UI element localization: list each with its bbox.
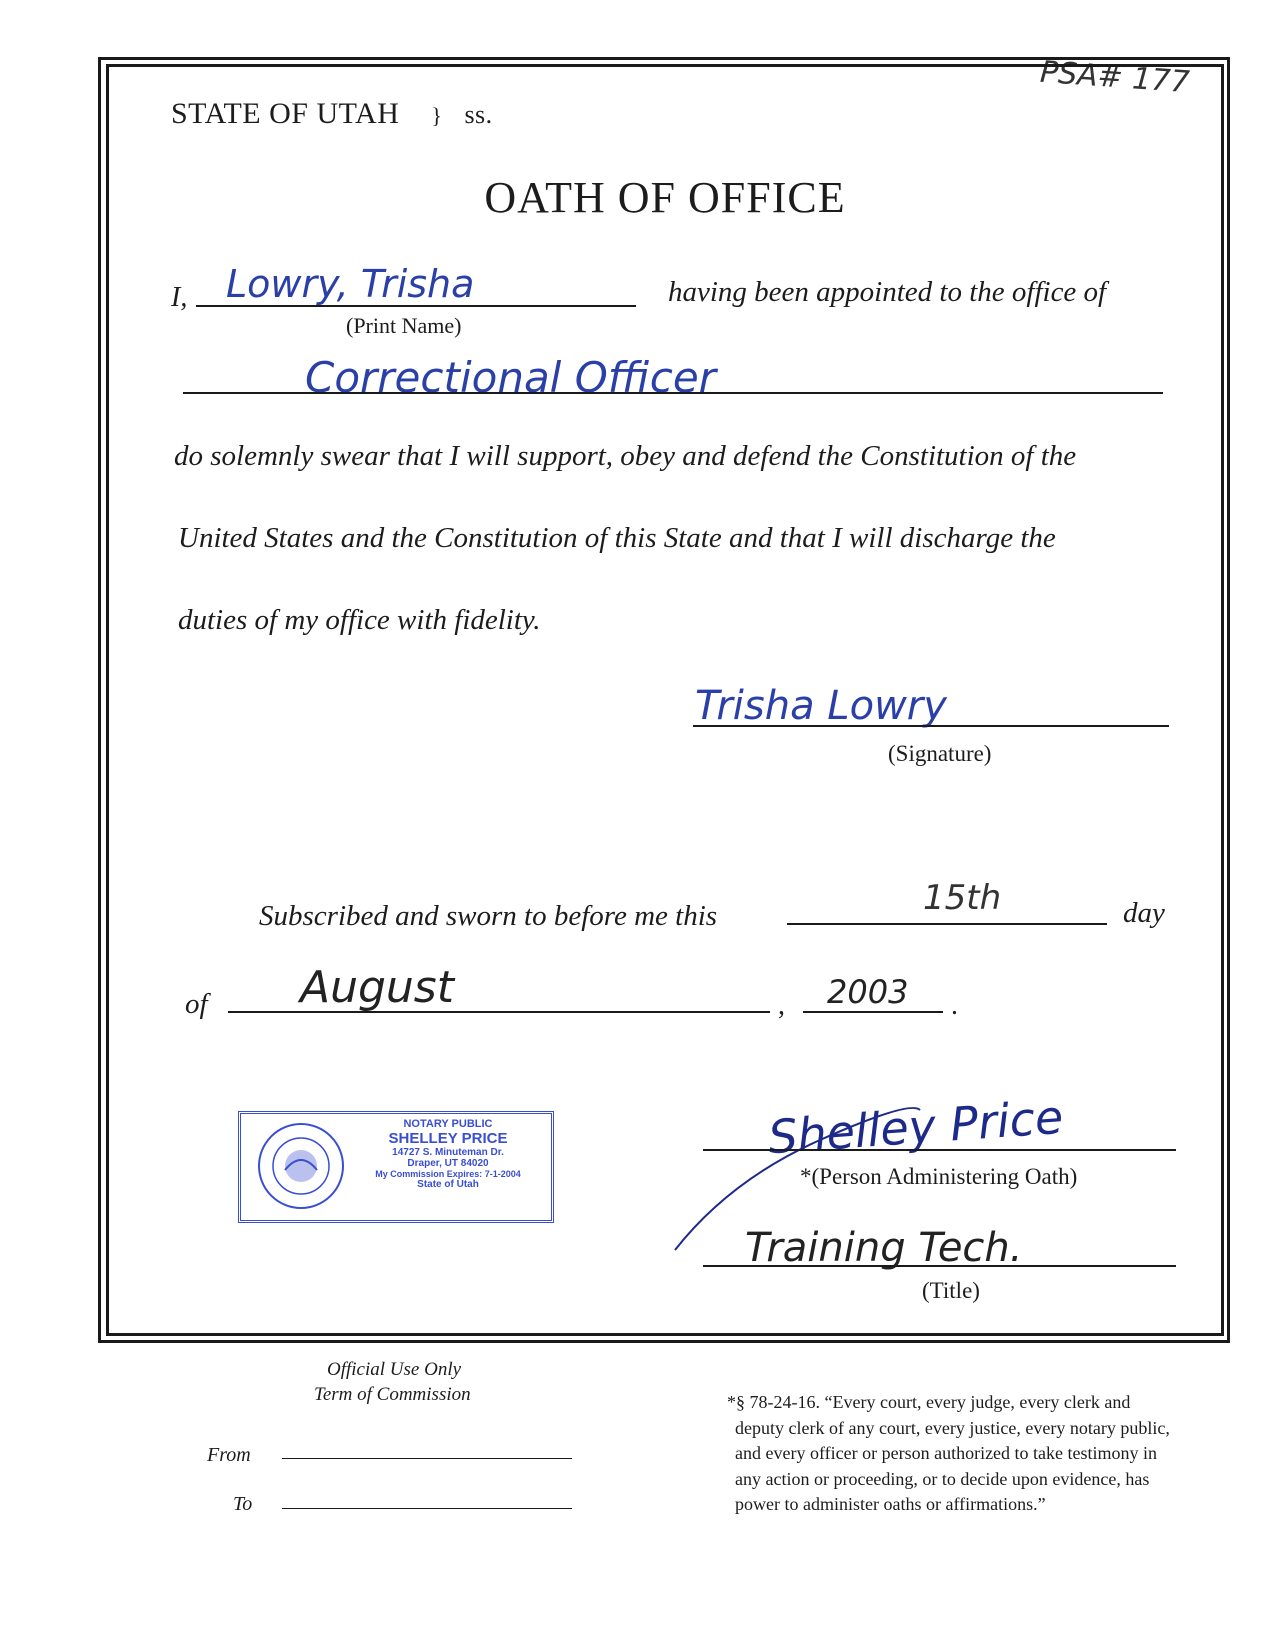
brace: } xyxy=(431,103,443,128)
print-name-line xyxy=(196,305,636,307)
signature-caption: (Signature) xyxy=(888,741,992,766)
page-title: OATH OF OFFICE xyxy=(484,173,846,222)
year-period: . xyxy=(951,990,958,1021)
stamp-address: 14727 S. Minuteman Dr. xyxy=(392,1147,504,1158)
comma: , xyxy=(778,990,785,1021)
official-use-heading: Official Use Only xyxy=(327,1359,462,1380)
of-label: of xyxy=(185,988,208,1020)
to-line xyxy=(282,1508,572,1509)
year-line xyxy=(803,1011,943,1013)
title-line xyxy=(703,1265,1176,1267)
stamp-expires: My Commission Expires: 7-1-2004 xyxy=(375,1169,521,1179)
state-header xyxy=(171,97,493,131)
administrator-caption: *(Person Administering Oath) xyxy=(800,1164,1078,1189)
state-seal-icon xyxy=(255,1120,347,1212)
footnote-line-4: any action or proceeding, or to decide upon evidence, has xyxy=(735,1468,1150,1489)
stamp-city: Draper, UT 84020 xyxy=(407,1158,489,1169)
oath-line-1: do solemnly swear that I will support, obey and defend the Constitution of the xyxy=(174,440,1077,472)
print-name-caption: (Print Name) xyxy=(346,313,462,338)
office-value: Correctional Officer xyxy=(305,353,716,402)
signature-value: Trisha Lowry xyxy=(695,683,947,729)
day-label: day xyxy=(1123,897,1165,929)
oath-line-3: duties of my office with fidelity. xyxy=(178,604,541,636)
oath-line-2: United States and the Constitution of this State and that I will discharge the xyxy=(178,522,1056,554)
footnote-line-3: and every officer or person authorized to take testimony in xyxy=(735,1443,1158,1463)
title-caption: (Title) xyxy=(922,1278,980,1303)
print-name-value: Lowry, Trisha xyxy=(226,262,475,306)
month-line xyxy=(228,1011,770,1013)
term-of-commission: Term of Commission xyxy=(314,1384,471,1405)
state-name: STATE OF UTAH xyxy=(171,97,400,130)
administrator-line xyxy=(703,1149,1176,1151)
stamp-heading: NOTARY PUBLIC xyxy=(403,1118,493,1130)
notary-stamp xyxy=(238,1111,554,1223)
to-label: To xyxy=(233,1493,253,1515)
stamp-name: SHELLEY PRICE xyxy=(388,1130,508,1147)
subscribed-text: Subscribed and sworn to before me this xyxy=(259,900,718,932)
from-label: From xyxy=(207,1444,251,1466)
footnote-line-5: power to administer oaths or affirmations.” xyxy=(735,1494,1046,1514)
from-line xyxy=(282,1458,572,1459)
footnote-line-2: deputy clerk of any court, every justice, every notary public, xyxy=(735,1417,1170,1438)
day-value: 15th xyxy=(923,878,1002,918)
reference-number: PSA# 177 xyxy=(1038,54,1191,101)
day-line xyxy=(787,923,1107,925)
footnote-line-1: *§ 78-24-16. “Every court, every judge, every clerk and xyxy=(727,1392,1131,1412)
signature-line xyxy=(693,725,1169,727)
administrator-signature: Shelley Price xyxy=(766,1089,1065,1165)
stamp-state: State of Utah xyxy=(417,1179,479,1190)
year-value: 2003 xyxy=(827,973,909,1011)
footnote xyxy=(728,1390,1248,1518)
appointment-text: having been appointed to the office of xyxy=(668,276,1107,308)
ss-label: ss. xyxy=(464,100,493,129)
prefix-i: I, xyxy=(171,282,188,313)
title-value: Training Tech. xyxy=(745,1225,1023,1271)
office-line xyxy=(183,392,1163,394)
month-value: August xyxy=(300,962,454,1013)
